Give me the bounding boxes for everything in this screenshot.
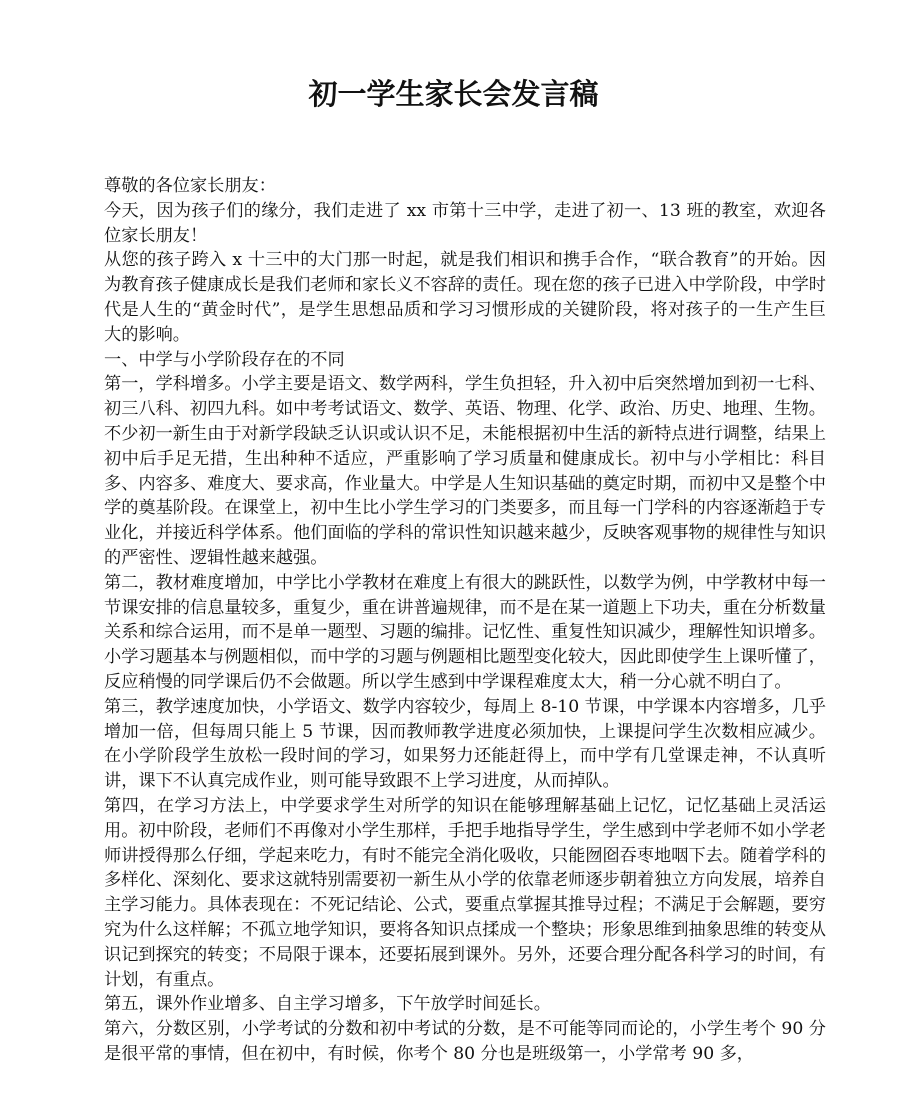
welcome-paragraph: 今天，因为孩子们的缘分，我们走进了 xx 市第十三中学，走进了初一、13 班的教室，欢迎各位家长朋友！ xyxy=(104,200,826,246)
point-six-paragraph: 第六，分数区别，小学考试的分数和初中考试的分数，是不可能等同而论的，小学生考个 90 分是很平常的事情，但在初中，有时候，你考个 80 分也是班级第一，小学常考 90 多， xyxy=(104,1019,826,1064)
document-title: 初一学生家长会发言稿 xyxy=(308,77,599,111)
point-five-paragraph: 第五，课外作业增多、自主学习增多，下午放学时间延长。 xyxy=(104,994,551,1015)
intro-paragraph: 从您的孩子跨入 x 十三中的大门那一时起，就是我们相识和携手合作，“联合教育”的开始。因为教育孩子健康成长是我们老师和家长义不容辞的责任。现在您的孩子已进入中学阶段，中学时代是人生的“黄金时代”，是学生思想品质和学习习惯形成的关键阶段，将对孩子的一生产生巨大的影响。 xyxy=(104,250,826,345)
greeting-paragraph: 尊敬的各位家长朋友： xyxy=(104,176,276,196)
section-heading: 一、中学与小学阶段存在的不同 xyxy=(104,349,345,370)
point-one-paragraph: 第一，学科增多。小学主要是语文、数学两科，学生负担轻，升入初中后突然增加到初一七科、初三八科、初四九科。如中考考试语文、数学、英语、物理、化学、政治、历史、地理、生物。不少初一新生由于对新学段缺乏认识或认识不足，未能根据初中生活的新特点进行调整，结果上初中后手足无措，生出种种不适应，严重影响了学习质量和健康成长。初中与小学相比：科目多、内容多、难度大、要求高，作业量大。中学是人生知识基础的奠定时期，而初中又是整个中学的奠基阶段。在课堂上，初中生比小学生学习的门类要多，而且每一门学科的内容逐渐趋于专业化，并接近科学体系。他们面临的学科的常识性知识越来越少，反映客观事物的规律性与知识的严密性、逻辑性越来越强。 xyxy=(104,374,826,568)
point-two-paragraph: 第二，教材难度增加，中学比小学教材在难度上有很大的跳跃性，以数学为例，中学教材中每一节课安排的信息量较多，重复少，重在讲普遍规律，而不是在某一道题上下功夫，重在分析数量关系和综合运用，而不是单一题型、习题的编排。记忆性、重复性知识减少，理解性知识增多。小学习题基本与例题相似，而中学的习题与例题相比题型变化较大，因此即使学生上课听懂了，反应稍慢的同学课后仍不会做题。所以学生感到中学课程难度太大，稍一分心就不明白了。 xyxy=(104,572,826,692)
point-three-paragraph: 第三，教学速度加快，小学语文、数学内容较少，每周上 8-10 节课，中学课本内容增多，几乎增加一倍，但每周只能上 5 节课，因而教师教学进度必须加快，上课提问学生次数相应减少。在小学阶段学生放松一段时间的学习，如果努力还能赶得上，而中学有几堂课走神，不认真听讲，课下不认真完成作业，则可能导致跟不上学习进度，从而掉队。 xyxy=(104,696,826,792)
document-body xyxy=(104,174,826,1067)
point-four-paragraph: 第四，在学习方法上，中学要求学生对所学的知识在能够理解基础上记忆，记忆基础上灵活运用。初中阶段，老师们不再像对小学生那样，手把手地指导学生，学生感到中学老师不如小学老师讲授得那么仔细，学起来吃力，有时不能完全消化吸收，只能囫囵吞枣地咽下去。随着学科的多样化、深刻化、要求这就特别需要初一新生从小学的依靠老师逐步朝着独立方向发展，培养自主学习能力。具体表现在：不死记结论、公式，要重点掌握其推导过程；不满足于会解题，要穷究为什么这样解；不孤立地学知识，要将各知识点揉成一个整块；形象思维到抽象思维的转变从识记到探究的转变；不局限于课本，还要拓展到课外。另外，还要合理分配各科学习的时间，有计划，有重点。 xyxy=(104,795,826,990)
